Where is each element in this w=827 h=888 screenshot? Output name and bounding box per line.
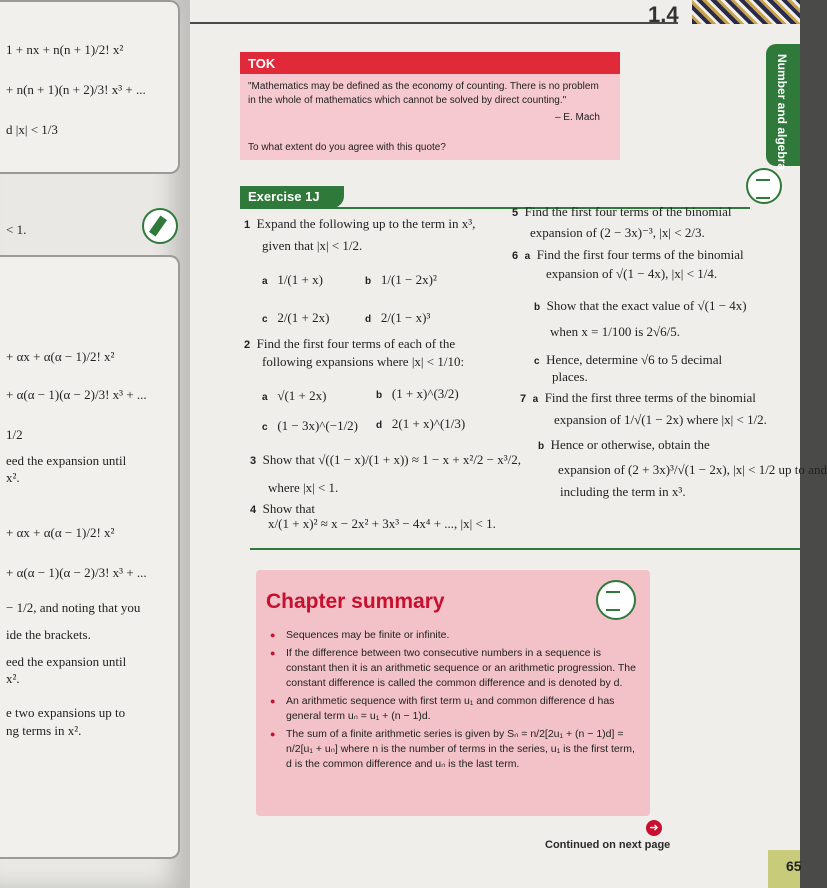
question-7a-expression: expansion of 1/√(1 − 2x) where |x| < 1/2. [554, 412, 767, 427]
left-line: + αx + α(α − 1)/2! x² [6, 525, 115, 540]
left-line: − 1/2, and noting that you [6, 600, 141, 615]
q1-part-c: c 2/(1 + 2x) [262, 310, 330, 325]
left-line: + αx + α(α − 1)/2! x² [6, 349, 115, 364]
question-6a: 6 a Find the first four terms of the binomial [512, 247, 744, 262]
chapter-tab-label: Number and algebra [775, 54, 789, 171]
summary-item: ● Sequences may be finite or infinite. [270, 628, 638, 643]
question-6c: c Hence, determine √6 to 5 decimal [534, 352, 723, 367]
question-1-condition: given that |x| < 1/2. [262, 238, 363, 253]
q1-part-d: d 2/(1 − x)³ [365, 310, 431, 325]
left-line: + n(n + 1)(n + 2)/3! x³ + ... [6, 82, 146, 97]
left-line: + α(α − 1)(α − 2)/3! x³ + ... [6, 387, 147, 402]
summary-title: Chapter summary [266, 590, 445, 613]
question-7b-continued: including the term in x³. [560, 484, 686, 499]
q2-part-a: a √(1 + 2x) [262, 388, 327, 403]
question-3: 3 Show that √((1 − x)/(1 + x)) ≈ 1 − x + x²/2 − x³/2, [250, 452, 522, 467]
tok-heading: TOK [240, 52, 620, 74]
question-7a: 7 a Find the first three terms of the binomial [520, 390, 756, 405]
left-line: eed the expansion until [6, 453, 127, 468]
left-line: + α(α − 1)(α − 2)/3! x³ + ... [6, 565, 147, 580]
left-line: 1 + nx + n(n + 1)/2! x² [6, 42, 124, 57]
tok-question: To what extent do you agree with this quote? [248, 142, 446, 153]
header-rule [190, 22, 678, 24]
question-2-condition: following expansions where |x| < 1/10: [262, 354, 465, 369]
chapter-tab [766, 44, 800, 171]
arrow-right-icon: ➜ [646, 820, 662, 836]
question-5: 5 Find the first four terms of the binomial [512, 204, 732, 219]
summary-icon [596, 580, 636, 620]
chapter-summary-box [256, 570, 650, 816]
summary-item: ● The sum of a finite arithmetic series is given by Sₙ = n/2[2u₁ + (n − 1)d] = n/2[u₁ + uₙ] where n is the number of terms in the series, u₁ is the first term, d is the common difference and uₙ is the last term. [270, 727, 638, 772]
question-6b: b Show that the exact value of √(1 − 4x) [534, 298, 747, 313]
question-2: 2 Find the first four terms of each of the [244, 336, 456, 351]
q2-part-d: d 2(1 + x)^(1/3) [376, 416, 466, 431]
question-6b-expression: when x = 1/100 is 2√6/5. [550, 324, 681, 339]
exercise-title: Exercise 1J [240, 186, 344, 208]
left-line: e two expansions up to [6, 705, 126, 720]
q2-part-c: c (1 − 3x)^(−1/2) [262, 418, 359, 433]
summary-item: ● An arithmetic sequence with first term u₁ and common difference d has general term uₙ = u₁ + (n − 1)d. [270, 694, 638, 724]
left-line: < 1. [6, 222, 27, 237]
left-line: 1/2 [6, 427, 23, 442]
page-number: 65 [768, 850, 800, 888]
section-rule [250, 548, 800, 550]
left-worked-example-top [0, 0, 180, 174]
left-line: d |x| < 1/3 [6, 122, 58, 137]
question-4-expression: x/(1 + x)² ≈ x − 2x² + 3x³ − 4x⁴ + ..., |x| < 1. [268, 516, 496, 531]
left-line: ide the brackets. [6, 627, 91, 642]
tok-box [240, 52, 620, 160]
left-page [0, 0, 190, 888]
tok-attribution: – E. Mach [554, 112, 600, 123]
exercise-icon [746, 168, 782, 204]
q2-part-b: b (1 + x)^(3/2) [376, 386, 459, 401]
question-7b: b Hence or otherwise, obtain the [538, 437, 710, 452]
question-6a-expression: expansion of √(1 − 4x), |x| < 1/4. [546, 266, 718, 281]
q1-part-b: b 1/(1 − 2x)² [365, 272, 437, 287]
tok-quote: "Mathematics may be defined as the economy of counting. There is no problem in the whole of mathematics which cannot be solved by direct counting." [248, 81, 599, 106]
question-3-condition: where |x| < 1. [268, 480, 339, 495]
summary-item: ● If the difference between two consecutive numbers in a sequence is constant then it is an arithmetic sequence or an arithmetic progression. The constant difference is called the common difference and is denoted by d. [270, 646, 638, 691]
decorative-pattern [692, 0, 800, 24]
question-1: 1 Expand the following up to the term in x³, [244, 216, 476, 231]
question-5-expression: expansion of (2 − 3x)⁻³, |x| < 2/3. [530, 225, 705, 240]
left-line: eed the expansion until [6, 654, 127, 669]
question-7b-expression: expansion of (2 + 3x)³/√(1 − 2x), |x| < 1/2 up to and [558, 462, 827, 477]
left-line: x². [6, 470, 20, 485]
question-4: 4 Show that [250, 501, 315, 516]
summary-list [270, 628, 638, 775]
left-line: x². [6, 671, 20, 686]
question-6c-continued: places. [552, 369, 588, 384]
pencil-icon [142, 208, 178, 244]
continued-note: Continued on next page [545, 839, 671, 851]
left-line: ng terms in x². [6, 723, 82, 738]
section-number: 1.4 [648, 2, 679, 27]
q1-part-a: a 1/(1 + x) [262, 272, 323, 287]
left-worked-example [0, 255, 180, 859]
